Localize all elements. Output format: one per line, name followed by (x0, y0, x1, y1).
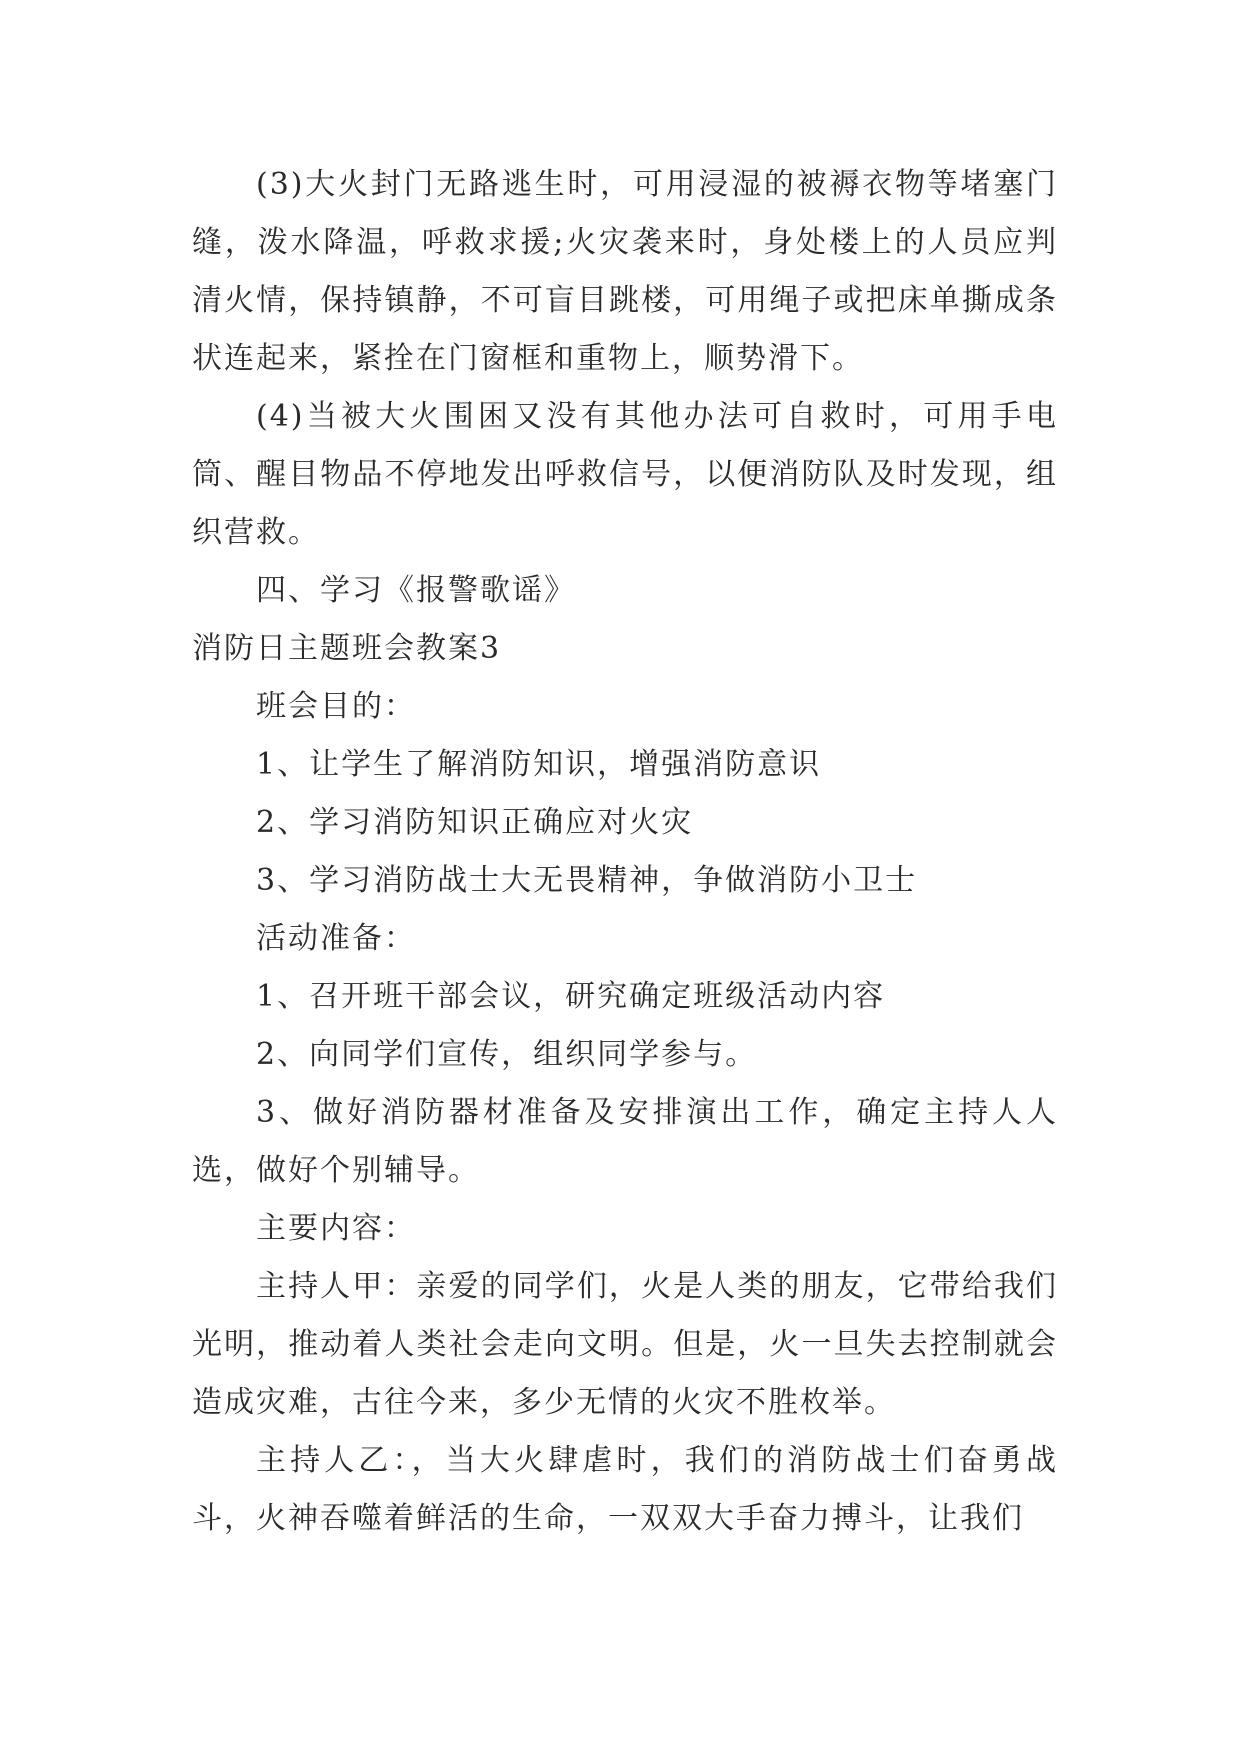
purpose-item-2: 2、学习消防知识正确应对火灾 (256, 805, 694, 840)
preparation-item-2: 2、向同学们宣传，组织同学参与。 (256, 1037, 758, 1072)
paragraph-fire-escape-4: (4)当被大火围困又没有其他办法可自救时，可用手电筒、醒目物品不停地发出呼救信号，以便消防队及时发现，组织营救。 (192, 399, 1058, 550)
host-a-speech: 主持人甲：亲爱的同学们，火是人类的朋友，它带给我们光明，推动着人类社会走向文明。但是，火一旦失去控制就会造成灾难，古往今来，多少无情的火灾不胜枚举。 (192, 1269, 1058, 1420)
document-body (192, 156, 1058, 1548)
purpose-item-3: 3、学习消防战士大无畏精神，争做消防小卫士 (256, 863, 918, 898)
purpose-item-1: 1、让学生了解消防知识，增强消防意识 (256, 747, 822, 782)
lesson-plan-title: 消防日主题班会教案3 (192, 631, 502, 666)
section-heading-preparation: 活动准备： (256, 921, 416, 956)
preparation-item-3: 3、做好消防器材准备及安排演出工作，确定主持人人选，做好个别辅导。 (192, 1095, 1058, 1188)
host-b-speech: 主持人乙：，当大火肆虐时，我们的消防战士们奋勇战斗，火神吞噬着鲜活的生命，一双双大手奋力搏斗，让我们 (192, 1443, 1058, 1536)
paragraph-fire-escape-3: (3)大火封门无路逃生时，可用浸湿的被褥衣物等堵塞门缝，泼水降温，呼救求援;火灾袭来时，身处楼上的人员应判清火情，保持镇静，不可盲目跳楼，可用绳子或把床单撕成条状连起来，紧拴在门窗框和重物上，顺势滑下。 (192, 167, 1058, 376)
section-heading-purpose: 班会目的： (256, 689, 416, 724)
section-heading-alarm-song: 四、学习《报警歌谣》 (256, 573, 576, 608)
section-heading-main-content: 主要内容： (256, 1211, 416, 1246)
preparation-item-1: 1、召开班干部会议，研究确定班级活动内容 (256, 979, 886, 1014)
